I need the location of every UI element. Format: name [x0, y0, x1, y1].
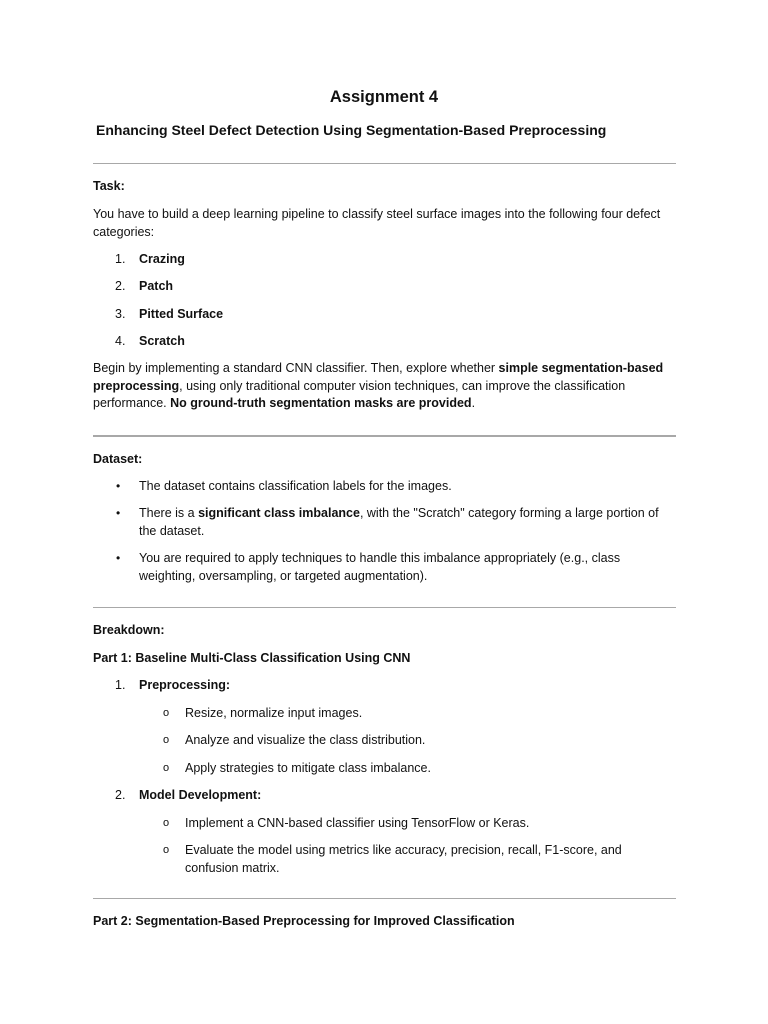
sub-item-text: Evaluate the model using metrics like accuracy, precision, recall, F1-score, and confusion matrix.	[185, 843, 622, 875]
list-number: 4.	[115, 334, 126, 348]
part1-title: Part 1: Baseline Multi-Class Classification Using CNN	[93, 651, 411, 665]
divider	[93, 435, 676, 437]
bullet-text: You are required to apply techniques to handle this imbalance appropriately (e.g., class weighting, oversampling, or targeted augmentation).	[139, 551, 621, 583]
bullet-icon: •	[116, 551, 121, 565]
sub-item-text: Apply strategies to mitigate class imbalance.	[185, 761, 431, 775]
category-label: Crazing	[139, 252, 185, 266]
page-subtitle: Enhancing Steel Defect Detection Using Segmentation-Based Preprocessing	[96, 122, 607, 138]
breakdown-heading: Breakdown:	[93, 623, 165, 637]
task-paragraph: Begin by implementing a standard CNN classifier. Then, explore whether simple segmentation-based preprocessing, using only traditional computer vision techniques, can improve the classification performance. No ground-truth segmentation masks are provided.	[93, 361, 664, 410]
sub-item-text: Analyze and visualize the class distribution.	[185, 733, 426, 747]
bullet-icon: •	[116, 479, 121, 493]
list-number: 2.	[115, 788, 126, 802]
dataset-heading: Dataset:	[93, 452, 143, 466]
bullet-icon: •	[116, 506, 121, 520]
category-label: Pitted Surface	[139, 307, 224, 321]
bullet-text: There is a significant class imbalance, with the "Scratch" category forming a large portion of the dataset.	[139, 506, 659, 538]
divider	[93, 163, 676, 164]
page-title: Assignment 4	[329, 88, 439, 106]
circle-bullet-icon: o	[163, 762, 170, 774]
step-label: Preprocessing:	[139, 678, 231, 692]
step-label: Model Development:	[139, 788, 262, 802]
circle-bullet-icon: o	[163, 707, 170, 719]
circle-bullet-icon: o	[163, 817, 170, 829]
circle-bullet-icon: o	[163, 844, 170, 856]
list-number: 2.	[115, 279, 126, 293]
divider	[93, 607, 676, 608]
divider	[93, 898, 676, 899]
list-number: 3.	[115, 307, 126, 321]
task-heading: Task:	[93, 179, 125, 193]
category-label: Patch	[139, 279, 174, 293]
circle-bullet-icon: o	[163, 734, 170, 746]
sub-item-text: Implement a CNN-based classifier using TensorFlow or Keras.	[185, 816, 530, 830]
list-number: 1.	[115, 252, 126, 266]
list-number: 1.	[115, 678, 126, 692]
part2-title: Part 2: Segmentation-Based Preprocessing for Improved Classification	[93, 914, 515, 928]
sub-item-text: Resize, normalize input images.	[185, 706, 363, 720]
category-label: Scratch	[139, 334, 185, 348]
bullet-text: The dataset contains classification labels for the images.	[139, 479, 452, 493]
task-intro: You have to build a deep learning pipeline to classify steel surface images into the following four defect categories:	[93, 207, 661, 239]
